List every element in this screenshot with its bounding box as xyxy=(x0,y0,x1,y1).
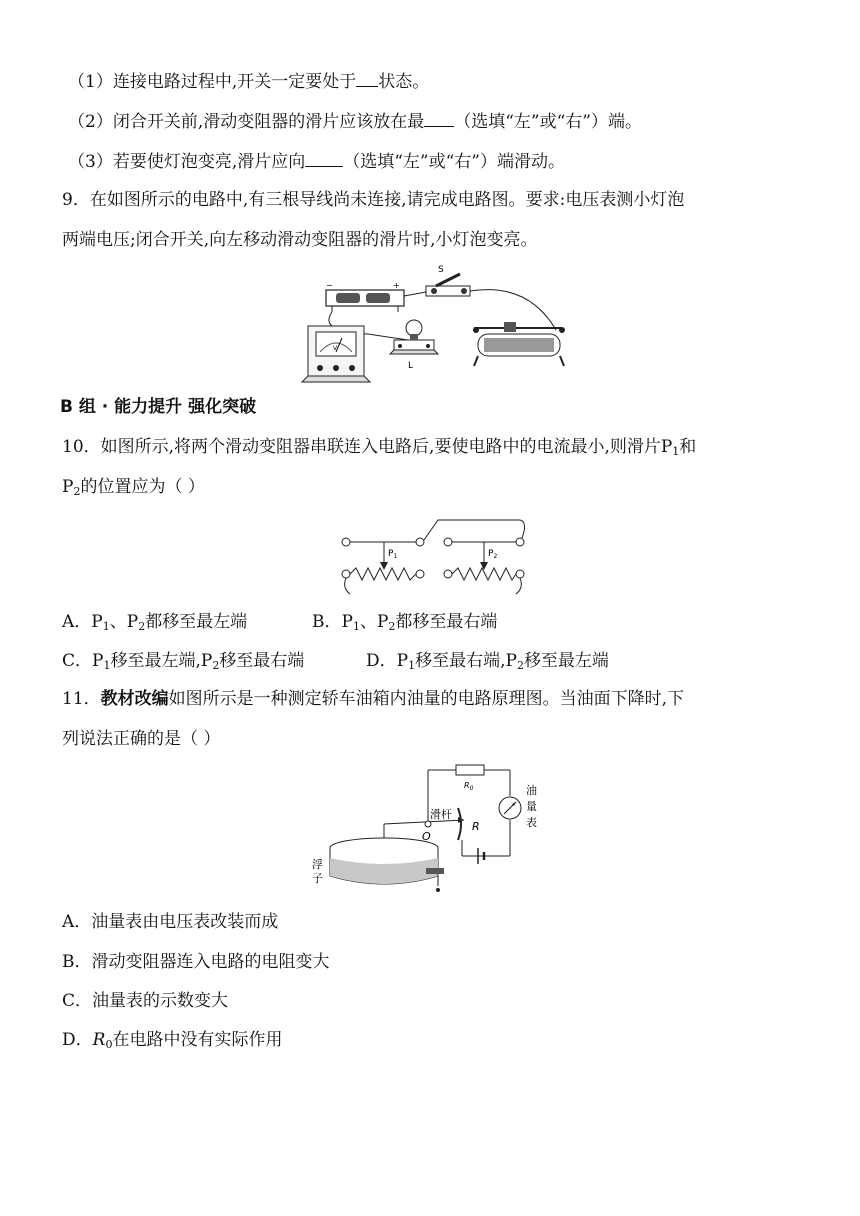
voltmeter-label: V xyxy=(333,345,338,352)
q9-line-2: 两端电压;闭合开关,向左移动滑动变阻器的滑片时,小灯泡变亮。 xyxy=(62,230,538,250)
r0-label: $R_0$ xyxy=(464,781,474,792)
q10-line-2-rest: 的位置应为（ ） xyxy=(80,477,205,497)
r-label: R xyxy=(472,820,480,833)
q10-line-1 xyxy=(62,435,696,464)
q9-circuit-figure xyxy=(298,262,578,384)
q11-number: 11． xyxy=(62,689,101,709)
q10-line-2 xyxy=(62,475,205,504)
pivot-o-label: O xyxy=(422,830,431,843)
q11-line-2: 列说法正确的是（ ） xyxy=(62,729,221,749)
q11-option-c[interactable]: C．油量表的示数变大 xyxy=(62,991,229,1011)
q11-tag: 教材改编 xyxy=(100,689,169,709)
lamp-label: L xyxy=(408,361,414,371)
q8-blank-3[interactable] xyxy=(305,148,343,167)
svg-text:+: + xyxy=(393,281,400,290)
q8-item-2-text: 闭合开关前,滑动变阻器的滑片应该放在最 xyxy=(112,112,425,132)
q10-option-b[interactable]: B．$P_1$、$P_2$都移至最右端 xyxy=(312,612,498,633)
voltmeter xyxy=(302,326,370,382)
q11-line-1 xyxy=(62,687,684,711)
p1-label: $P_1$ xyxy=(388,549,398,560)
q8-item-2-num: （2） xyxy=(68,112,113,132)
q10-p2-sub: 2 xyxy=(73,485,81,498)
q11-line-1-text: 如图所示是一种测定轿车油箱内油量的电路原理图。当油面下降时,下 xyxy=(168,689,685,709)
q8-item-2 xyxy=(68,108,642,134)
section-b-title: B 组 · 能力提升 强化突破 xyxy=(60,397,257,417)
meter-label-2: 量 xyxy=(526,800,537,813)
q8-item-3 xyxy=(68,148,565,174)
float-label-1: 浮 xyxy=(312,858,323,871)
lamp-l xyxy=(390,320,438,371)
q10-p2: P xyxy=(62,477,74,497)
q10-p1-sub: 1 xyxy=(672,445,680,458)
switch-label: S xyxy=(438,265,444,275)
meter-label-3: 表 xyxy=(526,816,537,829)
q8-item-3-tail: （选填“左”或“右”）端滑动。 xyxy=(343,152,565,172)
rheostat xyxy=(473,322,565,366)
q10-rheostats-figure xyxy=(336,508,536,598)
float-label-2: 子 xyxy=(312,872,323,885)
q11-option-d[interactable]: D．$R_0$在电路中没有实际作用 xyxy=(62,1030,283,1051)
q11-fuel-gauge-figure xyxy=(314,760,554,900)
svg-text:−: − xyxy=(326,281,333,290)
q10-line-1-text: 10．如图所示,将两个滑动变阻器串联连入电路后,要使电路中的电流最小,则滑片P xyxy=(62,437,673,457)
q9-line-1: 9．在如图所示的电路中,有三根导线尚未连接,请完成电路图。要求:电压表测小灯泡 xyxy=(62,190,685,210)
q8-item-1 xyxy=(68,68,429,94)
q11-option-a[interactable]: A．油量表由电压表改装而成 xyxy=(62,912,279,932)
q8-item-1-text: 连接电路过程中,开关一定要处于 xyxy=(112,72,357,92)
meter-label-1: 油 xyxy=(526,784,537,797)
q10-line-1-end: 和 xyxy=(679,437,697,457)
q10-option-d[interactable]: D．$P_1$移至最右端$,P_2$移至最左端 xyxy=(366,651,609,672)
q8-item-2-tail: （选填“左”或“右”）端。 xyxy=(454,112,642,132)
q8-item-1-num: （1） xyxy=(68,72,113,92)
q8-item-1-tail: 状态。 xyxy=(378,72,430,92)
p2-label: $P_2$ xyxy=(488,549,498,560)
battery-pack xyxy=(326,281,404,312)
q10-option-c[interactable]: C．$P_1$移至最左端$,P_2$移至最右端 xyxy=(62,651,305,672)
q11-option-b[interactable]: B．滑动变阻器连入电路的电阻变大 xyxy=(62,952,330,972)
q8-item-3-num: （3） xyxy=(68,152,113,172)
slider-label: 滑杆 xyxy=(430,808,452,821)
q8-item-3-text: 若要使灯泡变亮,滑片应向 xyxy=(112,152,306,172)
q10-option-a[interactable]: A．$P_1$、$P_2$都移至最左端 xyxy=(62,612,248,633)
q8-blank-2[interactable] xyxy=(424,108,454,127)
q8-blank-1[interactable] xyxy=(356,68,378,87)
switch-s xyxy=(426,265,470,296)
